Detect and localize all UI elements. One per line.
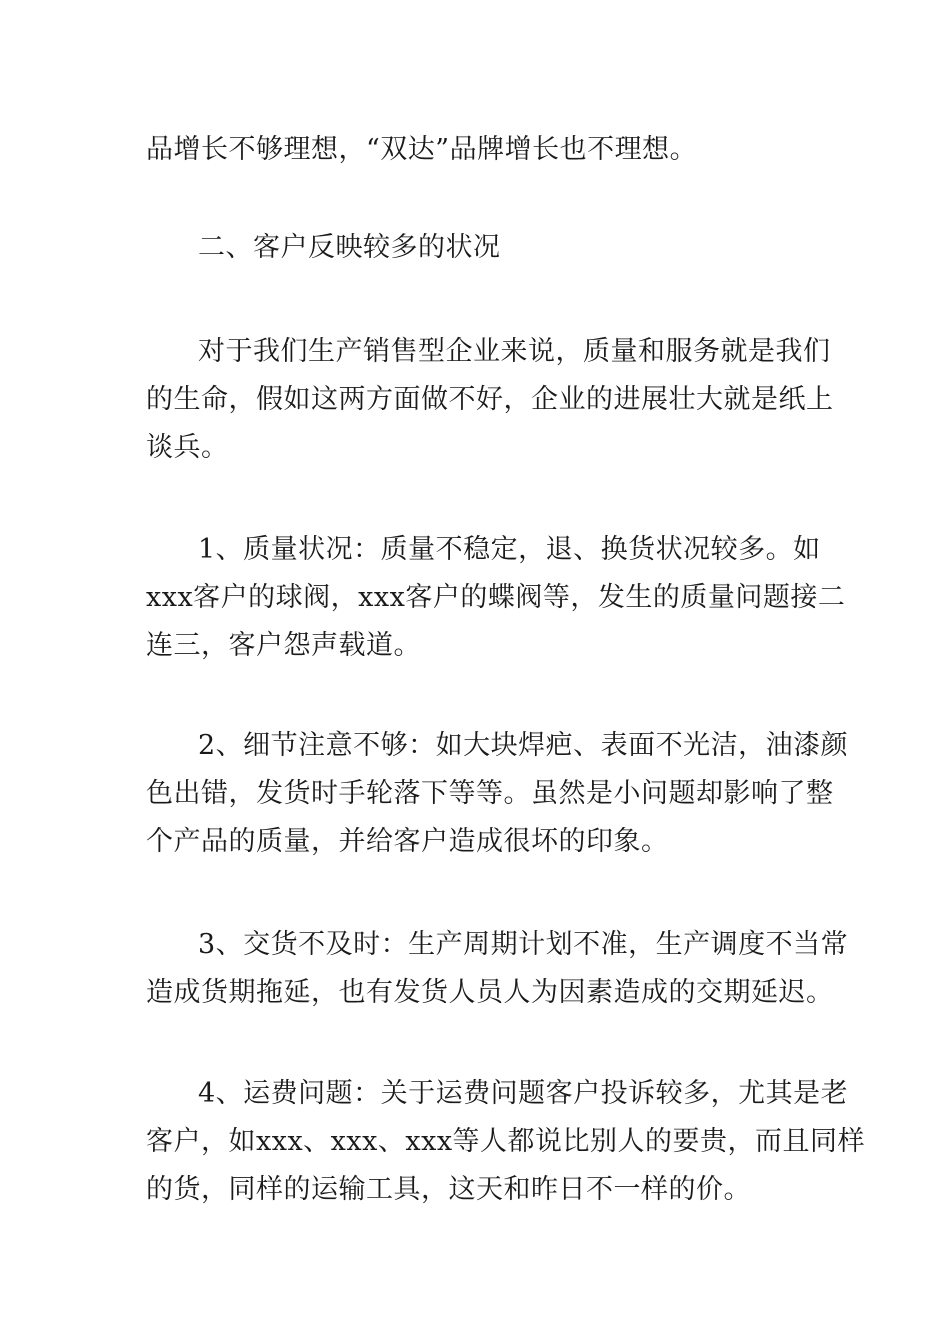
item-1-line-3: 连三，客户怨声载道。	[146, 630, 421, 661]
item-4-line-2: 客户，如xxx、xxx、xxx等人都说比别人的要贵，而且同样	[146, 1126, 866, 1157]
item-2-line-3: 个产品的质量，并给客户造成很坏的印象。	[146, 826, 669, 857]
intro-paragraph-line-3: 谈兵。	[146, 432, 229, 463]
item-4-line-1: 4、运费问题：关于运费问题客户投诉较多，尤其是老	[198, 1078, 849, 1109]
item-2-line-1: 2、细节注意不够：如大块焊疤、表面不光洁，油漆颜	[198, 730, 849, 761]
item-4-line-3: 的货，同样的运输工具，这天和昨日不一样的价。	[146, 1174, 751, 1205]
item-2-line-2: 色出错，发货时手轮落下等等。虽然是小问题却影响了整	[146, 778, 834, 809]
item-1-line-2: xxx客户的球阀，xxx客户的蝶阀等，发生的质量问题接二	[146, 582, 846, 613]
section-heading: 二、客户反映较多的状况	[198, 232, 501, 263]
intro-paragraph-line-1: 对于我们生产销售型企业来说，质量和服务就是我们	[198, 336, 831, 367]
item-3-line-2: 造成货期拖延，也有发货人员人为因素造成的交期延迟。	[146, 977, 834, 1008]
intro-paragraph-line-2: 的生命，假如这两方面做不好，企业的进展壮大就是纸上	[146, 384, 834, 415]
item-3-line-1: 3、交货不及时：生产周期计划不准，生产调度不当常	[198, 929, 849, 960]
paragraph-continuation-line: 品增长不够理想，“双达”品牌增长也不理想。	[146, 134, 698, 165]
item-1-line-1: 1、质量状况：质量不稳定，退、换货状况较多。如	[198, 534, 821, 565]
